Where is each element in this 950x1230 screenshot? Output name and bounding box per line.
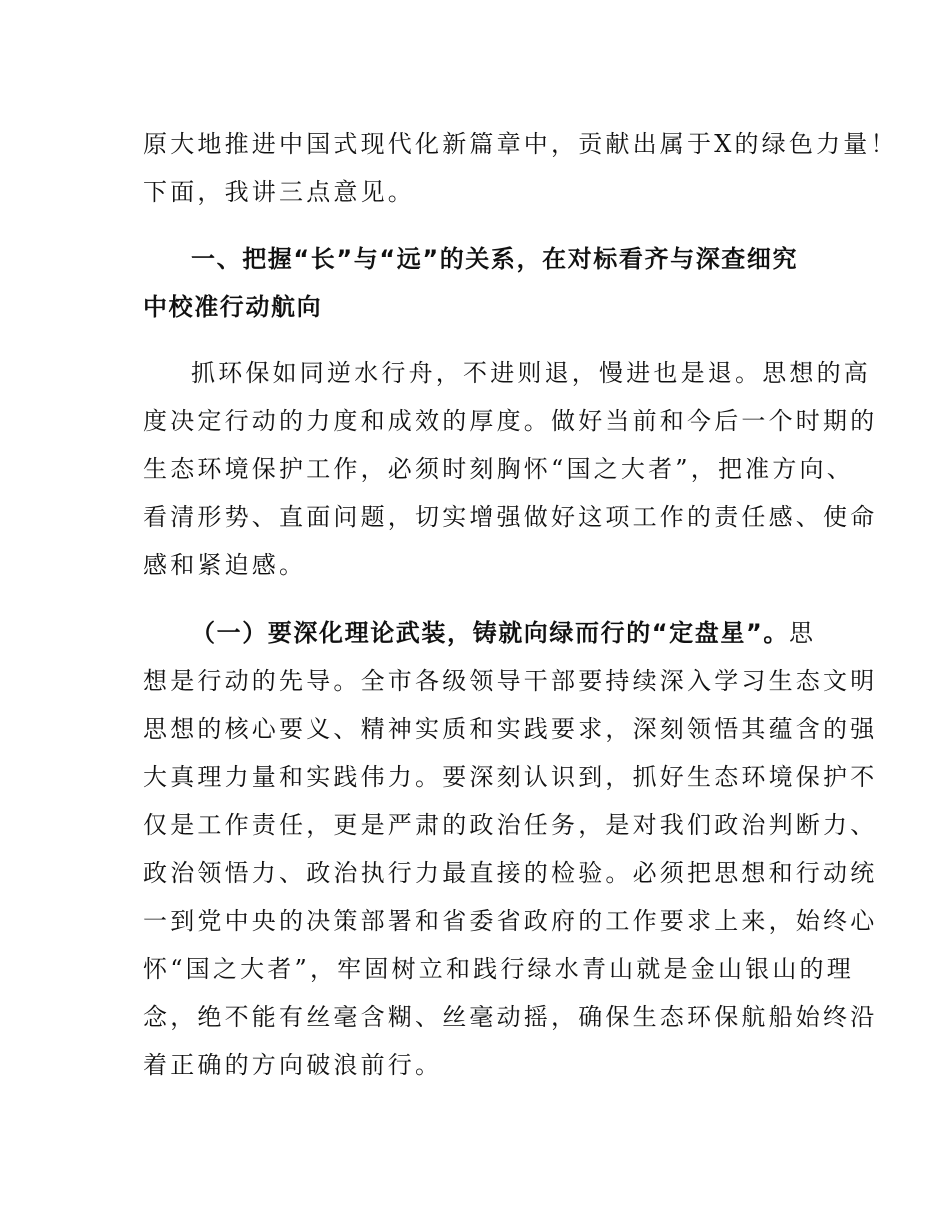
paragraph-2-line-4: 大真理力量和实践伟力。要深刻认识到，抓好生态环境保护不 <box>143 763 878 791</box>
paragraph-2-line-3: 思想的核心要义、精神实质和实践要求，深刻领悟其蕴含的强 <box>143 715 878 743</box>
paragraph-2-line-1 <box>191 616 823 650</box>
paragraph-2-line-9: 念，绝不能有丝毫含糊、丝毫动摇，确保生态环保航船始终沿 <box>143 1003 878 1031</box>
paragraph-1-line-2: 度决定行动的力度和成效的厚度。做好当前和今后一个时期的 <box>143 407 878 435</box>
paragraph-1-line-5: 感和紧迫感。 <box>143 551 307 579</box>
paragraph-2-line-6: 政治领悟力、政治执行力最直接的检验。必须把思想和行动统 <box>143 859 878 887</box>
paragraph-2-line-10: 着正确的方向破浪前行。 <box>143 1051 443 1079</box>
paragraph-2-line-8: 怀“国之大者”，牢固树立和践行绿水青山就是金山银山的理 <box>143 955 854 983</box>
intro-line-2: 下面，我讲三点意见。 <box>143 178 415 206</box>
paragraph-2-line-5: 仅是工作责任，更是严肃的政治任务，是对我们政治判断力、 <box>143 811 878 839</box>
paragraph-1-line-1: 抓环保如同逆水行舟，不进则退，慢进也是退。思想的高 <box>191 359 871 387</box>
intro-line-1: 原大地推进中国式现代化新篇章中，贡献出属于X的绿色力量！ <box>143 130 898 158</box>
paragraph-2-line-7: 一到党中央的决策部署和省委省政府的工作要求上来，始终心 <box>143 907 878 935</box>
section-heading-line-2: 中校准行动航向 <box>143 293 323 321</box>
paragraph-1-line-3: 生态环境保护工作，必须时刻胸怀“国之大者”，把准方向、 <box>143 455 854 483</box>
section-heading-line-1: 一、把握“长”与“远”的关系，在对标看齐与深查细究 <box>191 245 799 273</box>
subsection-heading: （一）要深化理论武装，铸就向绿而行的“定盘星”。 <box>191 619 789 647</box>
paragraph-2-line-2: 想是行动的先导。全市各级领导干部要持续深入学习生态文明 <box>143 667 878 695</box>
paragraph-2-line-1-rest: 思 <box>788 619 817 647</box>
paragraph-1-line-4: 看清形势、直面问题，切实增强做好这项工作的责任感、使命 <box>143 503 878 531</box>
